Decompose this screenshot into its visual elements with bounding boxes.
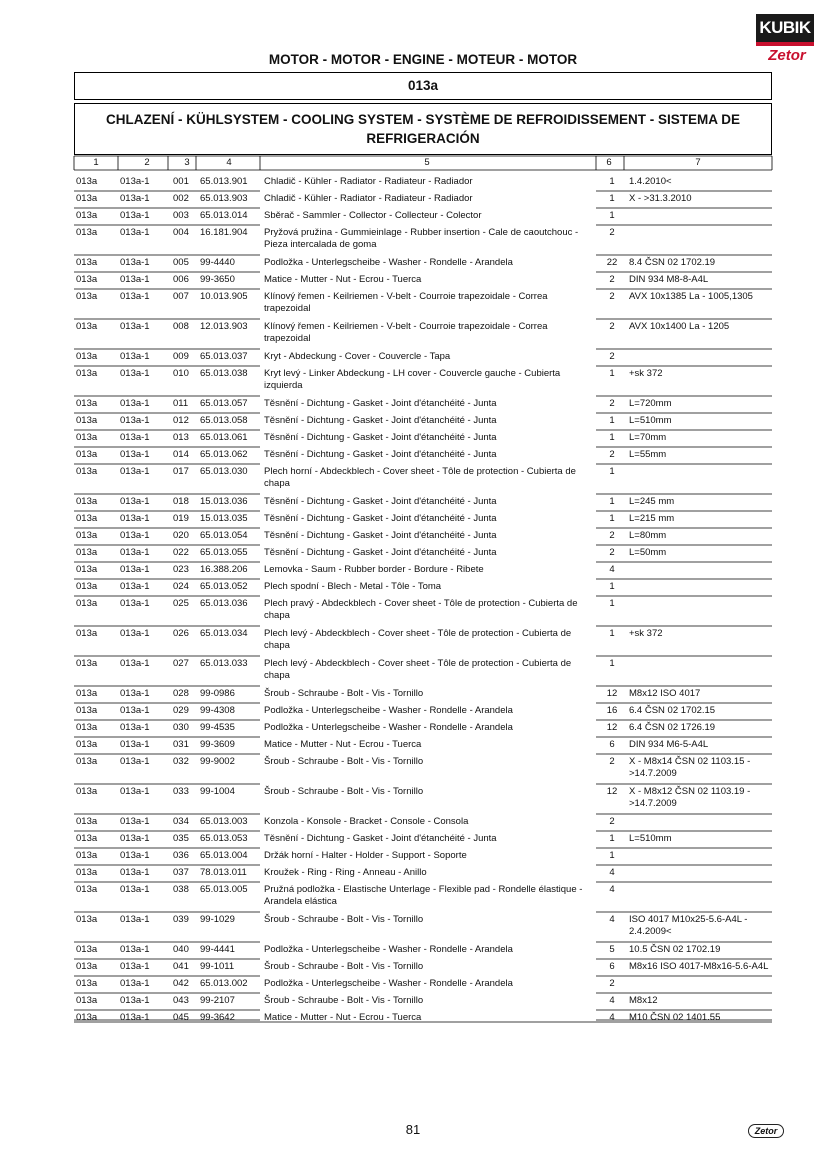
- cell-description: Kryt levý - Linker Abdeckung - LH cover - Couvercle gauche - Cubierta izquierda: [264, 368, 561, 391]
- cell-quantity: 1: [609, 850, 615, 861]
- cell-part-number: 16.181.904: [200, 227, 248, 238]
- cell-col3: 045: [173, 1012, 189, 1023]
- cell-col1: 013a: [76, 867, 98, 878]
- cell-col1: 013a: [76, 756, 98, 767]
- cell-col3: 019: [173, 513, 189, 524]
- cell-note: X - >31.3.2010: [629, 193, 692, 204]
- cell-col1: 013a: [76, 884, 98, 895]
- cell-col1: 013a: [76, 722, 98, 733]
- cell-col1: 013a: [76, 432, 98, 443]
- cell-quantity: 2: [609, 756, 615, 767]
- cell-col3: 008: [173, 321, 189, 332]
- cell-note: AVX 10x1385 La - 1005,1305: [629, 291, 753, 302]
- cell-quantity: 2: [609, 398, 615, 409]
- cell-col1: 013a: [76, 496, 98, 507]
- column-header-5: 5: [424, 157, 430, 168]
- cell-col2: 013a-1: [120, 432, 150, 443]
- cell-note: X - M8x14 ČSN 02 1103.15 - >14.7.2009: [629, 756, 751, 779]
- cell-col3: 004: [173, 227, 189, 238]
- cell-col3: 024: [173, 581, 189, 592]
- cell-col1: 013a: [76, 628, 98, 639]
- column-header-7: 7: [695, 157, 701, 168]
- cell-description: Těsnění - Dichtung - Gasket - Joint d'étanchéité - Junta: [264, 415, 497, 426]
- cell-description: Plech levý - Abdeckblech - Cover sheet - Tôle de protection - Cubierta de chapa: [264, 628, 572, 651]
- cell-col3: 032: [173, 756, 189, 767]
- cell-note: L=720mm: [629, 398, 672, 409]
- cell-part-number: 99-3609: [200, 739, 235, 750]
- cell-col3: 036: [173, 850, 189, 861]
- cell-col1: 013a: [76, 466, 98, 477]
- cell-col3: 033: [173, 786, 189, 797]
- cell-part-number: 99-0986: [200, 688, 235, 699]
- cell-description: Těsnění - Dichtung - Gasket - Joint d'étanchéité - Junta: [264, 513, 497, 524]
- cell-col1: 013a: [76, 598, 98, 609]
- cell-part-number: 65.013.030: [200, 466, 248, 477]
- cell-col1: 013a: [76, 530, 98, 541]
- cell-part-number: 99-2107: [200, 995, 235, 1006]
- cell-description: Klínový řemen - Keilriemen - V-belt - Courroie trapezoidale - Correa trapezoidal: [264, 291, 548, 314]
- cell-col2: 013a-1: [120, 944, 150, 955]
- cell-part-number: 99-9002: [200, 756, 235, 767]
- cell-col3: 017: [173, 466, 189, 477]
- cell-description: Konzola - Konsole - Bracket - Console - Consola: [264, 816, 469, 827]
- cell-col3: 010: [173, 368, 189, 379]
- cell-quantity: 1: [609, 658, 615, 669]
- cell-note: L=510mm: [629, 833, 672, 844]
- kubik-logo-text: KUBIK: [756, 14, 814, 46]
- cell-note: +sk 372: [629, 368, 663, 379]
- cell-col1: 013a: [76, 368, 98, 379]
- cell-col3: 038: [173, 884, 189, 895]
- column-header-1: 1: [93, 157, 99, 168]
- cell-description: Podložka - Unterlegscheibe - Washer - Rondelle - Arandela: [264, 705, 513, 716]
- cell-part-number: 65.013.037: [200, 351, 248, 362]
- cell-col3: 035: [173, 833, 189, 844]
- cell-col2: 013a-1: [120, 978, 150, 989]
- cell-col2: 013a-1: [120, 398, 150, 409]
- cell-description: Plech levý - Abdeckblech - Cover sheet - Tôle de protection - Cubierta de chapa: [264, 658, 572, 681]
- cell-note: X - M8x12 ČSN 02 1103.19 - >14.7.2009: [629, 786, 751, 809]
- cell-part-number: 15.013.035: [200, 513, 248, 524]
- cell-col2: 013a-1: [120, 628, 150, 639]
- cell-col3: 040: [173, 944, 189, 955]
- cell-col2: 013a-1: [120, 449, 150, 460]
- cell-col3: 022: [173, 547, 189, 558]
- cell-col3: 042: [173, 978, 189, 989]
- cell-col1: 013a: [76, 513, 98, 524]
- cell-col2: 013a-1: [120, 351, 150, 362]
- cell-description: Lemovka - Saum - Rubber border - Bordure - Ribete: [264, 564, 484, 575]
- cell-col1: 013a: [76, 658, 98, 669]
- cell-description: Podložka - Unterlegscheibe - Washer - Rondelle - Arandela: [264, 944, 513, 955]
- section-heading: CHLAZENÍ - KÜHLSYSTEM - COOLING SYSTEM - SYSTÈME DE REFROIDISSEMENT - SISTEMA DE REFRIGERACIÓN: [74, 103, 772, 155]
- cell-quantity: 2: [609, 978, 615, 989]
- cell-quantity: 2: [609, 274, 615, 285]
- cell-description: Šroub - Schraube - Bolt - Vis - Tornillo: [264, 961, 424, 972]
- cell-description: Chladič - Kühler - Radiator - Radiateur - Radiador: [264, 176, 473, 187]
- cell-note: 6.4 ČSN 02 1726.19: [629, 722, 716, 733]
- cell-col1: 013a: [76, 415, 98, 426]
- cell-note: M8x12 ISO 4017: [629, 688, 701, 699]
- cell-col3: 009: [173, 351, 189, 362]
- cell-note: L=55mm: [629, 449, 667, 460]
- cell-note: M8x12: [629, 995, 658, 1006]
- cell-col2: 013a-1: [120, 466, 150, 477]
- cell-col1: 013a: [76, 1012, 98, 1023]
- cell-note: 8.4 ČSN 02 1702.19: [629, 257, 716, 268]
- cell-description: Šroub - Schraube - Bolt - Vis - Tornillo: [264, 688, 424, 699]
- cell-quantity: 2: [609, 321, 615, 332]
- cell-col2: 013a-1: [120, 530, 150, 541]
- cell-col3: 025: [173, 598, 189, 609]
- cell-quantity: 1: [609, 598, 615, 609]
- cell-part-number: 65.013.057: [200, 398, 248, 409]
- cell-col3: 031: [173, 739, 189, 750]
- cell-part-number: 99-4535: [200, 722, 235, 733]
- cell-col1: 013a: [76, 193, 98, 204]
- cell-part-number: 10.013.905: [200, 291, 248, 302]
- cell-description: Těsnění - Dichtung - Gasket - Joint d'étanchéité - Junta: [264, 547, 497, 558]
- cell-col3: 005: [173, 257, 189, 268]
- cell-col3: 011: [173, 398, 189, 409]
- cell-col1: 013a: [76, 944, 98, 955]
- cell-note: 6.4 ČSN 02 1702.15: [629, 705, 716, 716]
- cell-quantity: 4: [609, 884, 615, 895]
- cell-description: Chladič - Kühler - Radiator - Radiateur - Radiador: [264, 193, 473, 204]
- cell-col2: 013a-1: [120, 658, 150, 669]
- cell-quantity: 1: [609, 628, 615, 639]
- cell-quantity: 1: [609, 513, 615, 524]
- cell-note: L=70mm: [629, 432, 667, 443]
- cell-col1: 013a: [76, 449, 98, 460]
- cell-part-number: 65.013.903: [200, 193, 248, 204]
- cell-col1: 013a: [76, 291, 98, 302]
- cell-description: Pružná podložka - Elastische Unterlage - Flexible pad - Rondelle élastique - Arandela elástica: [264, 884, 583, 907]
- cell-col2: 013a-1: [120, 227, 150, 238]
- cell-quantity: 1: [609, 176, 615, 187]
- cell-quantity: 2: [609, 351, 615, 362]
- cell-col3: 026: [173, 628, 189, 639]
- cell-quantity: 5: [609, 944, 615, 955]
- cell-col3: 002: [173, 193, 189, 204]
- cell-note: L=245 mm: [629, 496, 675, 507]
- cell-col2: 013a-1: [120, 884, 150, 895]
- cell-col2: 013a-1: [120, 688, 150, 699]
- cell-col1: 013a: [76, 581, 98, 592]
- cell-part-number: 65.013.033: [200, 658, 248, 669]
- cell-part-number: 65.013.901: [200, 176, 248, 187]
- cell-col3: 013: [173, 432, 189, 443]
- cell-col1: 013a: [76, 398, 98, 409]
- cell-col1: 013a: [76, 978, 98, 989]
- cell-part-number: 78.013.011: [200, 867, 247, 878]
- cell-description: Těsnění - Dichtung - Gasket - Joint d'étanchéité - Junta: [264, 449, 497, 460]
- cell-description: Těsnění - Dichtung - Gasket - Joint d'étanchéité - Junta: [264, 530, 497, 541]
- cell-description: Sběrač - Sammler - Collector - Collecteur - Colector: [264, 210, 482, 221]
- cell-col2: 013a-1: [120, 598, 150, 609]
- cell-col1: 013a: [76, 227, 98, 238]
- cell-col2: 013a-1: [120, 291, 150, 302]
- cell-col3: 003: [173, 210, 189, 221]
- cell-description: Těsnění - Dichtung - Gasket - Joint d'étanchéité - Junta: [264, 833, 497, 844]
- cell-col2: 013a-1: [120, 995, 150, 1006]
- cell-col2: 013a-1: [120, 867, 150, 878]
- cell-col2: 013a-1: [120, 274, 150, 285]
- cell-quantity: 2: [609, 227, 615, 238]
- cell-quantity: 1: [609, 193, 615, 204]
- column-header-2: 2: [144, 157, 150, 168]
- cell-note: ISO 4017 M10x25-5.6-A4L - 2.4.2009<: [629, 914, 748, 937]
- cell-part-number: 65.013.061: [200, 432, 248, 443]
- cell-quantity: 12: [606, 688, 618, 699]
- cell-col1: 013a: [76, 914, 98, 925]
- cell-part-number: 99-4308: [200, 705, 235, 716]
- cell-col1: 013a: [76, 176, 98, 187]
- cell-col1: 013a: [76, 833, 98, 844]
- cell-part-number: 16.388.206: [200, 564, 248, 575]
- cell-part-number: 99-1004: [200, 786, 235, 797]
- cell-col2: 013a-1: [120, 581, 150, 592]
- cell-part-number: 65.013.004: [200, 850, 248, 861]
- cell-note: DIN 934 M6-5-A4L: [629, 739, 709, 750]
- cell-col1: 013a: [76, 210, 98, 221]
- cell-col1: 013a: [76, 547, 98, 558]
- cell-quantity: 1: [609, 432, 615, 443]
- cell-col2: 013a-1: [120, 739, 150, 750]
- cell-quantity: 1: [609, 368, 615, 379]
- cell-quantity: 6: [609, 739, 615, 750]
- cell-description: Plech spodní - Blech - Metal - Tôle - Toma: [264, 581, 442, 592]
- cell-description: Držák horní - Halter - Holder - Support - Soporte: [264, 850, 467, 861]
- cell-col2: 013a-1: [120, 368, 150, 379]
- cell-col2: 013a-1: [120, 176, 150, 187]
- cell-quantity: 4: [609, 867, 615, 878]
- cell-part-number: 65.013.003: [200, 816, 248, 827]
- cell-part-number: 99-1029: [200, 914, 235, 925]
- cell-col1: 013a: [76, 351, 98, 362]
- cell-col3: 006: [173, 274, 189, 285]
- cell-note: 10.5 ČSN 02 1702.19: [629, 944, 721, 955]
- cell-col3: 001: [173, 176, 189, 187]
- cell-part-number: 65.013.055: [200, 547, 248, 558]
- cell-col1: 013a: [76, 564, 98, 575]
- cell-description: Těsnění - Dichtung - Gasket - Joint d'étanchéité - Junta: [264, 432, 497, 443]
- cell-description: Matice - Mutter - Nut - Ecrou - Tuerca: [264, 739, 422, 750]
- cell-col2: 013a-1: [120, 833, 150, 844]
- cell-col2: 013a-1: [120, 1012, 150, 1023]
- section-code: 013a: [74, 72, 772, 100]
- cell-col2: 013a-1: [120, 722, 150, 733]
- cell-col1: 013a: [76, 995, 98, 1006]
- cell-description: Podložka - Unterlegscheibe - Washer - Rondelle - Arandela: [264, 978, 513, 989]
- cell-part-number: 99-4441: [200, 944, 235, 955]
- cell-description: Šroub - Schraube - Bolt - Vis - Tornillo: [264, 756, 424, 767]
- cell-quantity: 6: [609, 961, 615, 972]
- cell-col2: 013a-1: [120, 321, 150, 332]
- cell-description: Těsnění - Dichtung - Gasket - Joint d'étanchéité - Junta: [264, 398, 497, 409]
- cell-description: Těsnění - Dichtung - Gasket - Joint d'étanchéité - Junta: [264, 496, 497, 507]
- cell-col1: 013a: [76, 739, 98, 750]
- cell-note: L=50mm: [629, 547, 667, 558]
- cell-description: Šroub - Schraube - Bolt - Vis - Tornillo: [264, 914, 424, 925]
- cell-col2: 013a-1: [120, 914, 150, 925]
- cell-col3: 014: [173, 449, 189, 460]
- page-title: MOTOR - MOTOR - ENGINE - MOTEUR - MOTOR: [268, 52, 578, 67]
- cell-col3: 023: [173, 564, 189, 575]
- cell-quantity: 1: [609, 496, 615, 507]
- cell-col3: 020: [173, 530, 189, 541]
- cell-col2: 013a-1: [120, 564, 150, 575]
- cell-description: Matice - Mutter - Nut - Ecrou - Tuerca: [264, 1012, 422, 1023]
- cell-col2: 013a-1: [120, 193, 150, 204]
- cell-col1: 013a: [76, 961, 98, 972]
- cell-description: Šroub - Schraube - Bolt - Vis - Tornillo: [264, 786, 424, 797]
- cell-col2: 013a-1: [120, 705, 150, 716]
- cell-col3: 039: [173, 914, 189, 925]
- cell-col3: 012: [173, 415, 189, 426]
- cell-quantity: 12: [606, 722, 618, 733]
- cell-quantity: 1: [609, 581, 615, 592]
- cell-quantity: 2: [609, 547, 615, 558]
- cell-col1: 013a: [76, 321, 98, 332]
- cell-part-number: 65.013.053: [200, 833, 248, 844]
- cell-quantity: 4: [609, 914, 615, 925]
- cell-col3: 027: [173, 658, 189, 669]
- column-header-4: 4: [226, 157, 232, 168]
- cell-col2: 013a-1: [120, 513, 150, 524]
- cell-quantity: 4: [609, 564, 615, 575]
- cell-col1: 013a: [76, 786, 98, 797]
- zetor-logo-text: Zetor: [768, 47, 806, 64]
- cell-col1: 013a: [76, 274, 98, 285]
- cell-description: Plech pravý - Abdeckblech - Cover sheet - Tôle de protection - Cubierta de chapa: [264, 598, 578, 621]
- cell-quantity: 2: [609, 530, 615, 541]
- cell-col3: 030: [173, 722, 189, 733]
- cell-description: Plech horní - Abdeckblech - Cover sheet - Tôle de protection - Cubierta de chapa: [264, 466, 576, 489]
- cell-description: Klínový řemen - Keilriemen - V-belt - Courroie trapezoidale - Correa trapezoidal: [264, 321, 548, 344]
- cell-col1: 013a: [76, 816, 98, 827]
- cell-col2: 013a-1: [120, 496, 150, 507]
- cell-col2: 013a-1: [120, 547, 150, 558]
- cell-description: Šroub - Schraube - Bolt - Vis - Tornillo: [264, 995, 424, 1006]
- cell-quantity: 1: [609, 210, 615, 221]
- cell-col1: 013a: [76, 850, 98, 861]
- cell-col2: 013a-1: [120, 961, 150, 972]
- cell-part-number: 99-3642: [200, 1012, 235, 1023]
- cell-part-number: 15.013.036: [200, 496, 248, 507]
- cell-quantity: 1: [609, 833, 615, 844]
- cell-note: +sk 372: [629, 628, 663, 639]
- cell-quantity: 2: [609, 291, 615, 302]
- zetor-footer-logo: Zetor: [748, 1124, 784, 1138]
- cell-col1: 013a: [76, 688, 98, 699]
- cell-part-number: 65.013.002: [200, 978, 248, 989]
- cell-quantity: 1: [609, 415, 615, 426]
- cell-description: Podložka - Unterlegscheibe - Washer - Rondelle - Arandela: [264, 722, 513, 733]
- cell-note: L=80mm: [629, 530, 667, 541]
- page-number: 81: [405, 1122, 421, 1137]
- cell-part-number: 99-3650: [200, 274, 235, 285]
- cell-col1: 013a: [76, 257, 98, 268]
- cell-part-number: 65.013.005: [200, 884, 248, 895]
- cell-part-number: 65.013.054: [200, 530, 248, 541]
- cell-col1: 013a: [76, 705, 98, 716]
- cell-part-number: 65.013.036: [200, 598, 248, 609]
- cell-note: DIN 934 M8-8-A4L: [629, 274, 709, 285]
- cell-note: L=215 mm: [629, 513, 675, 524]
- column-header-6: 6: [606, 157, 612, 168]
- cell-note: 1.4.2010<: [629, 176, 672, 187]
- cell-note: L=510mm: [629, 415, 672, 426]
- cell-quantity: 4: [609, 1012, 615, 1023]
- cell-col2: 013a-1: [120, 756, 150, 767]
- cell-col3: 043: [173, 995, 189, 1006]
- cell-part-number: 65.013.014: [200, 210, 248, 221]
- cell-col2: 013a-1: [120, 257, 150, 268]
- cell-description: Pryžová pružina - Gummieinlage - Rubber insertion - Cale de caoutchouc - Pieza intercalada de goma: [264, 227, 579, 250]
- cell-col2: 013a-1: [120, 210, 150, 221]
- cell-quantity: 1: [609, 466, 615, 477]
- cell-col3: 007: [173, 291, 189, 302]
- cell-description: Kryt - Abdeckung - Cover - Couvercle - Tapa: [264, 351, 451, 362]
- cell-note: M8x16 ISO 4017-M8x16-5.6-A4L: [629, 961, 769, 972]
- cell-quantity: 12: [606, 786, 618, 797]
- cell-description: Matice - Mutter - Nut - Ecrou - Tuerca: [264, 274, 422, 285]
- cell-note: M10 ČSN 02 1401.55: [629, 1012, 721, 1023]
- cell-part-number: 65.013.052: [200, 581, 248, 592]
- cell-part-number: 99-1011: [200, 961, 235, 972]
- cell-col2: 013a-1: [120, 850, 150, 861]
- cell-col3: 029: [173, 705, 189, 716]
- cell-quantity: 22: [606, 257, 618, 268]
- cell-part-number: 65.013.038: [200, 368, 248, 379]
- cell-col2: 013a-1: [120, 816, 150, 827]
- cell-quantity: 2: [609, 816, 615, 827]
- cell-quantity: 4: [609, 995, 615, 1006]
- cell-col3: 028: [173, 688, 189, 699]
- cell-col3: 018: [173, 496, 189, 507]
- cell-col3: 034: [173, 816, 189, 827]
- cell-note: AVX 10x1400 La - 1205: [629, 321, 730, 332]
- cell-part-number: 65.013.058: [200, 415, 248, 426]
- cell-quantity: 2: [609, 449, 615, 460]
- column-header-3: 3: [184, 157, 190, 168]
- cell-col2: 013a-1: [120, 786, 150, 797]
- cell-part-number: 99-4440: [200, 257, 235, 268]
- cell-part-number: 12.013.903: [200, 321, 248, 332]
- cell-col3: 037: [173, 867, 189, 878]
- cell-part-number: 65.013.034: [200, 628, 248, 639]
- cell-description: Kroužek - Ring - Ring - Anneau - Anillo: [264, 867, 427, 878]
- cell-description: Podložka - Unterlegscheibe - Washer - Rondelle - Arandela: [264, 257, 513, 268]
- cell-col2: 013a-1: [120, 415, 150, 426]
- cell-part-number: 65.013.062: [200, 449, 248, 460]
- cell-col3: 041: [173, 961, 189, 972]
- cell-quantity: 16: [606, 705, 618, 716]
